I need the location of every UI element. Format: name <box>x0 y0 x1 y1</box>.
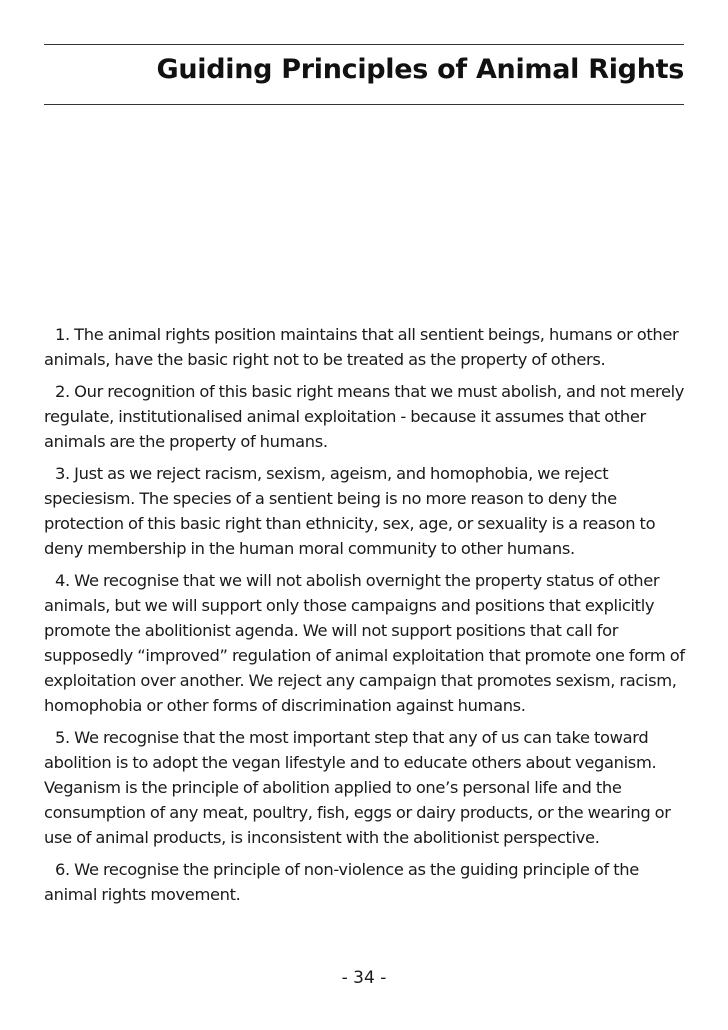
page-title: Guiding Principles of Animal Rights <box>156 54 684 85</box>
principle-4: 4. We recognise that we will not abolish overnight the property status of other animals, but we will support only those campaigns and positions that explicitly promote the abolitionist agenda. We will not support positions that call for supposedly “improved” regulation of animal exploitation that promote one form of exploitation over another. We reject any campaign that promotes sexism, racism, homophobia or other forms of discrimination against humans. <box>44 571 685 715</box>
principle-1: 1. The animal rights position maintains that all sentient beings, humans or other animals, have the basic right not to be treated as the property of others. <box>44 325 679 369</box>
principle-5: 5. We recognise that the most important step that any of us can take toward abolition is to adopt the vegan lifestyle and to educate others about veganism. Veganism is the principle of abolition applied to one’s personal life and the consumption of any meat, poultry, fish, eggs or dairy products, or the wearing or use of animal products, is inconsistent with the abolitionist perspective. <box>44 728 671 847</box>
principle-3: 3. Just as we reject racism, sexism, ageism, and homophobia, we reject speciesism. The species of a sentient being is no more reason to deny the protection of this basic right than ethnicity, sex, age, or sexuality is a reason to deny membership in the human moral community to other humans. <box>44 464 656 558</box>
title-bottom-rule <box>44 104 684 105</box>
principles-list <box>44 322 686 914</box>
page-number: - 34 - <box>341 968 387 988</box>
principle-2: 2. Our recognition of this basic right means that we must abolish, and not merely regulate, institutionalised animal exploitation - because it assumes that other animals are the property of humans. <box>44 382 685 451</box>
title-top-rule <box>44 44 684 45</box>
principle-6: 6. We recognise the principle of non-violence as the guiding principle of the animal rights movement. <box>44 860 639 904</box>
